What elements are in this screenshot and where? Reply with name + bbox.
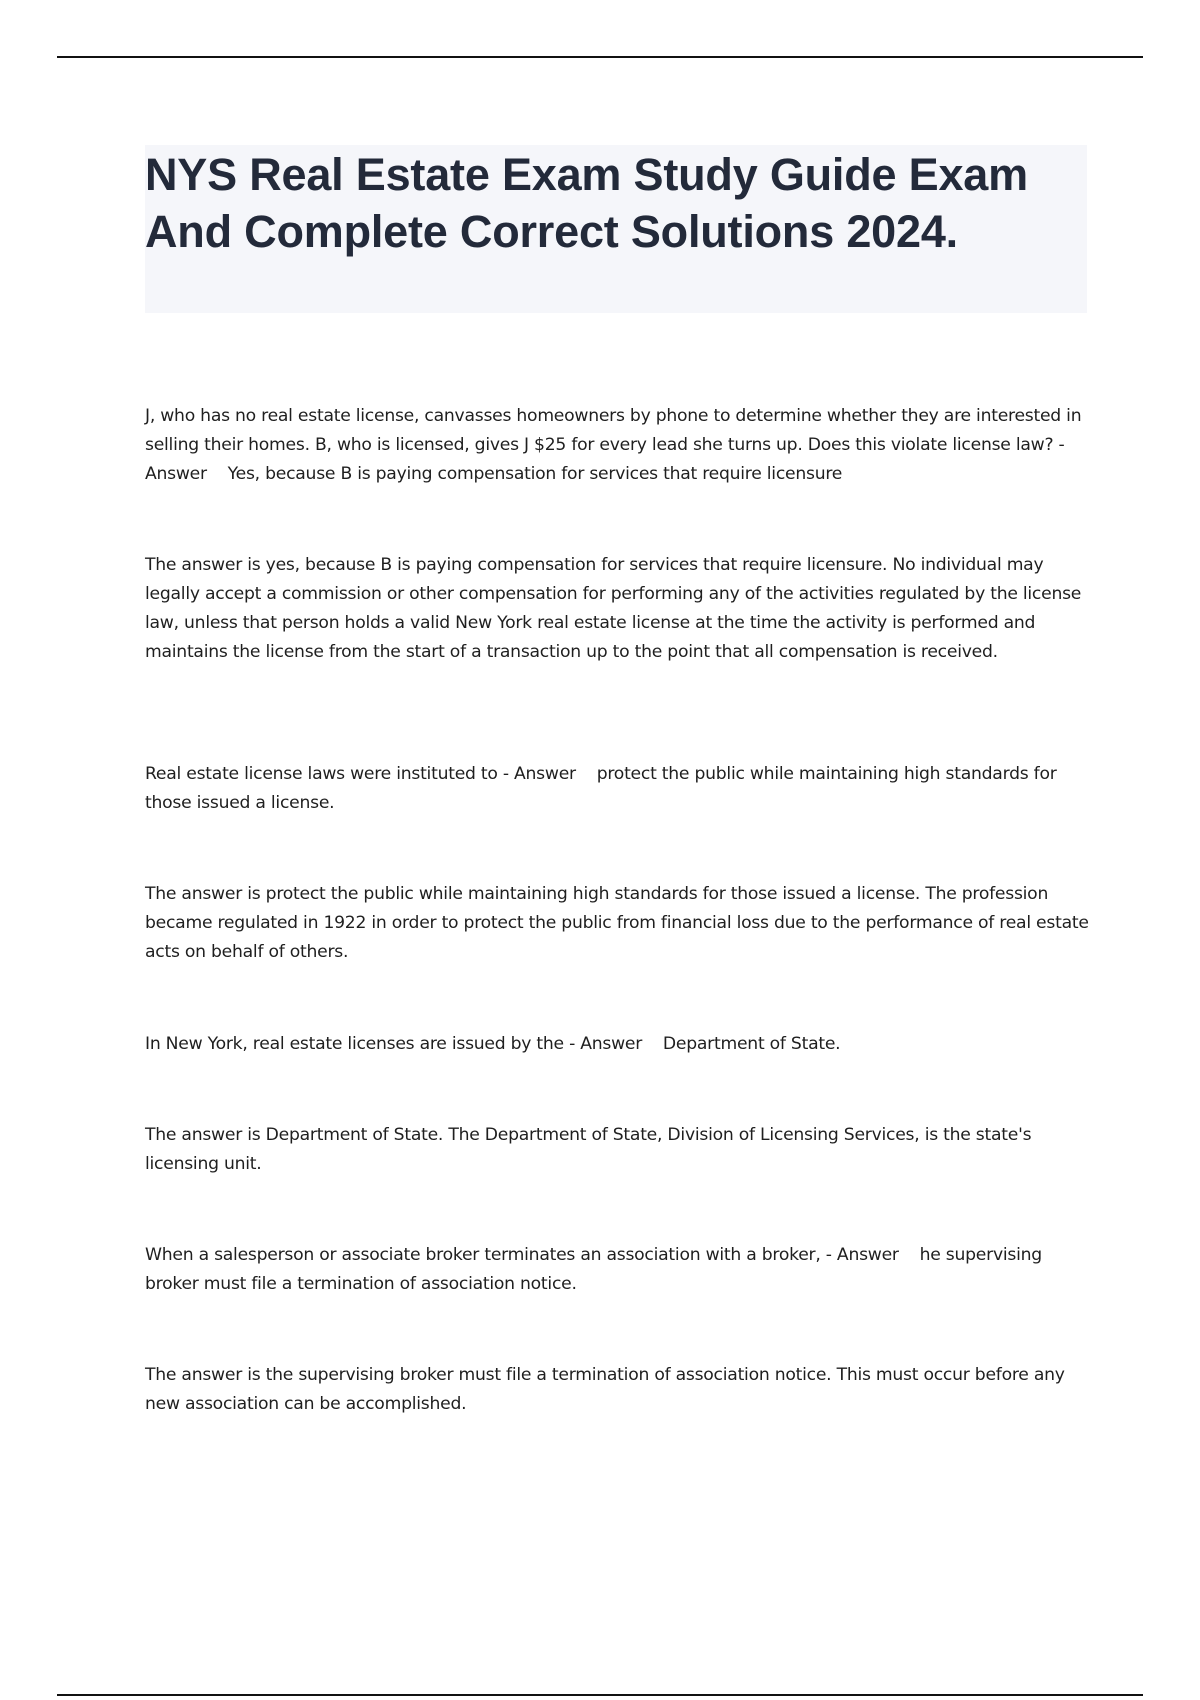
explanation-3: The answer is Department of State. The Department of State, Division of Licensing Services, is the state's licensing unit. [145,1125,1032,1174]
top-rule [57,56,1143,58]
question-2-text: Real estate license laws were instituted to - Answer [145,764,576,784]
question-1-text: J, who has no real estate license, canvasses homeowners by phone to determine whether they are interested in selling their homes. B, who is licensed, gives J $25 for every lead she turns up. Does this violate license law? - Answer [145,406,1082,484]
answer-4-text: he supervising broker must file a termination of association notice. [145,1245,1042,1294]
question-3-text: In New York, real estate licenses are issued by the - Answer [145,1034,643,1054]
question-4 [145,1241,1095,1299]
bottom-rule [57,1694,1143,1696]
answer-3-text: Department of State. [662,1034,841,1054]
answer-2-text: protect the public while maintaining high standards for those issued a license. [145,764,1057,813]
question-1 [145,402,1095,489]
document-title: NYS Real Estate Exam Study Guide Exam And Complete Correct Solutions 2024. [145,149,1028,257]
explanation-1: The answer is yes, because B is paying compensation for services that require licensure. No individual may legally accept a commission or other compensation for performing any of the activities regulated by the license law, unless that person holds a valid New York real estate license at the time the activity is performed and maintains the license from the start of a transaction up to the point that all compensation is received. [145,555,1082,662]
answer-1-text: Yes, because B is paying compensation for services that require licensure [227,464,843,484]
explanation-2: The answer is protect the public while maintaining high standards for those issued a license. The profession became regulated in 1922 in order to protect the public from financial loss due to the performance of real estate acts on behalf of others. [145,884,1089,962]
explanation-4: The answer is the supervising broker must file a termination of association notice. This must occur before any new association can be accomplished. [145,1365,1065,1414]
question-3 [145,1030,1095,1059]
question-4-text: When a salesperson or associate broker terminates an association with a broker, - Answer [145,1245,899,1265]
question-2 [145,760,1095,818]
